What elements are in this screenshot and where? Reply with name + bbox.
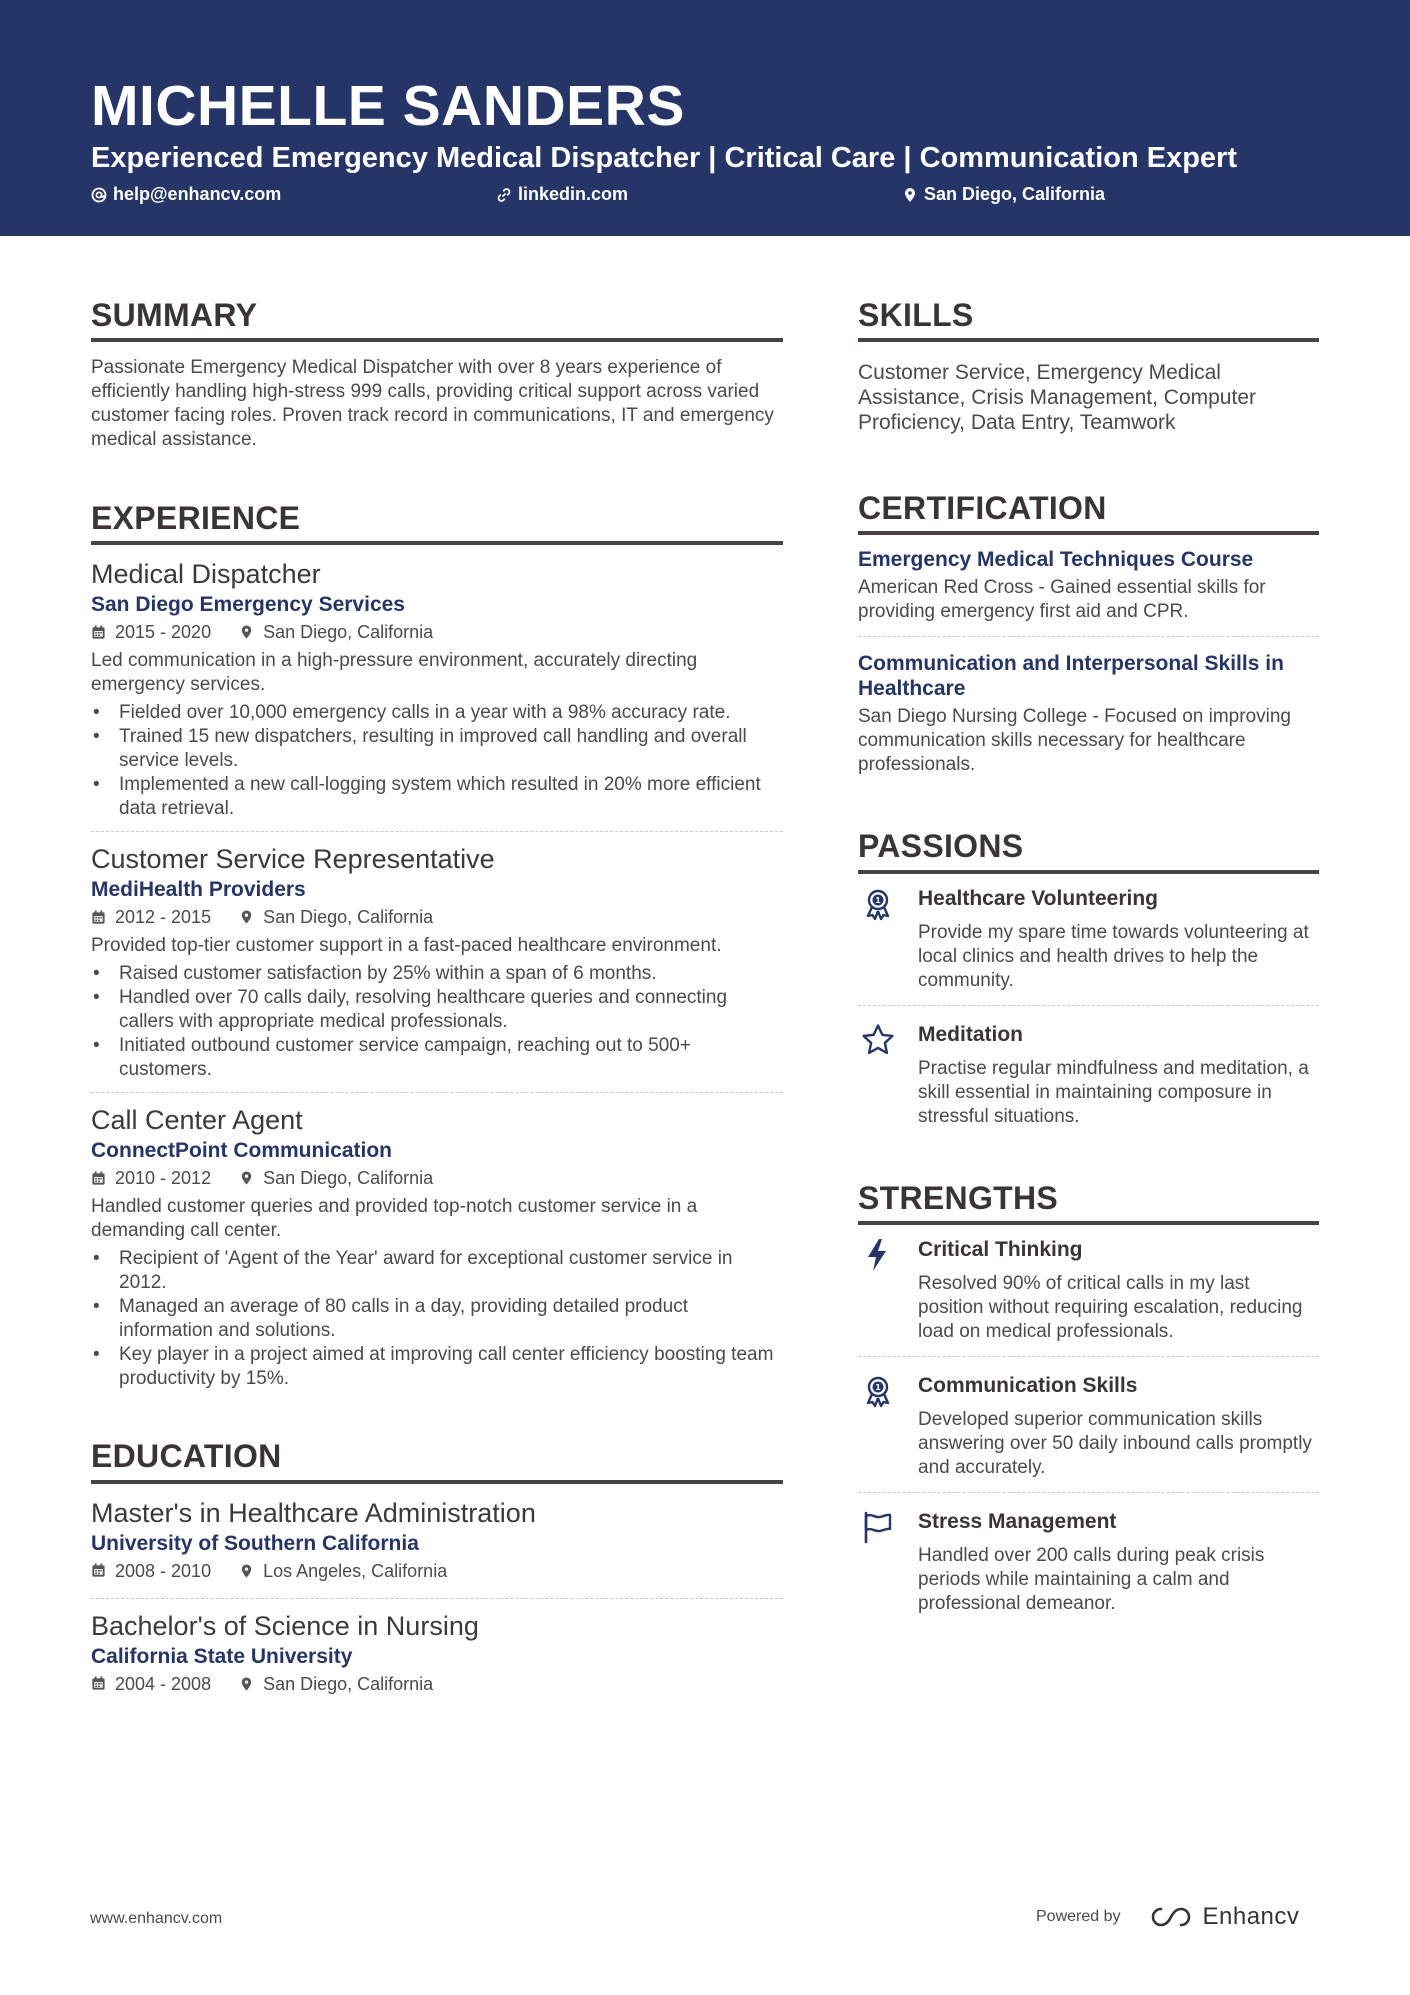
job-bullet: • Managed an average of 80 calls in a day, providing detailed product information and solutions. — [91, 1295, 783, 1343]
strength-description: Handled over 200 calls during peak crisis periods while maintaining a calm and professional demeanor. — [918, 1544, 1265, 1614]
contact-location — [902, 184, 1105, 205]
education-meta — [91, 1671, 783, 1697]
contact-email-text: help@enhancv.com — [113, 184, 282, 204]
strength-entry — [858, 1356, 1319, 1492]
education-entry — [91, 1496, 783, 1598]
contact-email[interactable] — [91, 184, 281, 205]
flag-icon — [860, 1509, 896, 1545]
strengths-section — [858, 1181, 1319, 1628]
job-bullets — [91, 962, 783, 1082]
job-dates: 2015 - 2020 — [115, 622, 212, 643]
contact-linkedin-text: linkedin.com — [518, 184, 629, 204]
certification-description: San Diego Nursing College - Focused on improving communication skills necessary for healthcare professionals. — [858, 706, 1292, 776]
certification-entry — [858, 636, 1319, 789]
svg-text:1: 1 — [875, 1382, 881, 1392]
link-icon — [496, 187, 512, 203]
skills-section — [858, 298, 1319, 435]
map-pin-icon — [239, 1170, 254, 1186]
certification-section — [858, 491, 1319, 789]
degree-title: Master's in Healthcare Administration — [91, 1497, 536, 1528]
job-bullet: • Key player in a project aimed at improving call center efficiency boosting team productivity by 15%. — [91, 1343, 783, 1391]
summary-section — [91, 298, 783, 452]
resume-header — [0, 0, 1410, 236]
education-location: San Diego, California — [263, 1673, 434, 1694]
job-bullet: • Fielded over 10,000 emergency calls in a year with a 98% accuracy rate. — [91, 701, 783, 725]
skills-text: Customer Service, Emergency Medical Assistance, Crisis Management, Computer Proficiency, Data Entry, Teamwork — [858, 361, 1256, 435]
strength-description: Developed superior communication skills answering over 50 daily inbound calls promptly and accurately. — [918, 1408, 1312, 1478]
job-title: Call Center Agent — [91, 1105, 303, 1136]
footer-branding[interactable] — [1036, 1903, 1299, 1931]
job-location: San Diego, California — [263, 622, 434, 643]
job-bullet: • Implemented a new call-logging system which resulted in 20% more efficient data retrieval. — [91, 773, 783, 821]
strength-title: Communication Skills — [918, 1373, 1138, 1397]
passion-entry — [858, 874, 1319, 1005]
calendar-icon — [91, 1676, 106, 1691]
experience-heading: EXPERIENCE — [91, 501, 783, 545]
school-name: University of Southern California — [91, 1531, 419, 1555]
contact-linkedin[interactable] — [496, 184, 628, 205]
map-pin-icon — [239, 909, 254, 925]
experience-entry — [91, 1092, 783, 1401]
education-heading: EDUCATION — [91, 1439, 783, 1483]
job-bullet: • Trained 15 new dispatchers, resulting in improved call handling and overall service levels. — [91, 725, 783, 773]
strengths-heading: STRENGTHS — [858, 1181, 1319, 1225]
passion-title: Healthcare Volunteering — [918, 886, 1159, 910]
left-column — [91, 298, 783, 1711]
at-sign-icon — [91, 187, 107, 203]
job-bullet: • Handled over 70 calls daily, resolving healthcare queries and connecting callers with appropriate medical professionals. — [91, 986, 783, 1034]
job-bullet: • Recipient of 'Agent of the Year' award for exceptional customer service in 2012. — [91, 1247, 783, 1295]
passion-description: Practise regular mindfulness and meditation, a skill essential in maintaining composure in stressful situations. — [918, 1057, 1309, 1127]
experience-entry — [91, 831, 783, 1092]
powered-by-label: Powered by — [1036, 1908, 1121, 1925]
candidate-title: Experienced Emergency Medical Dispatcher | Critical Care | Communication Expert — [91, 142, 1237, 174]
job-location: San Diego, California — [263, 907, 434, 928]
enhancv-logo-icon — [1147, 1904, 1195, 1930]
job-meta — [91, 619, 783, 645]
education-section — [91, 1439, 783, 1710]
map-pin-icon — [239, 1676, 254, 1692]
job-bullet: • Raised customer satisfaction by 25% within a span of 6 months. — [91, 962, 783, 986]
school-name: California State University — [91, 1644, 353, 1668]
summary-text: Passionate Emergency Medical Dispatcher with over 8 years experience of efficiently handling high-stress 999 calls, providing critical support across varied customer facing roles. Proven track record in communications, IT and emergency medical assistance. — [91, 357, 774, 451]
calendar-icon — [91, 910, 106, 925]
passion-description: Provide my spare time towards volunteering at local clinics and health drives to help the community. — [918, 921, 1309, 991]
company-name: MediHealth Providers — [91, 878, 306, 902]
passion-title: Meditation — [918, 1022, 1023, 1046]
certification-title: Communication and Interpersonal Skills in Healthcare — [858, 652, 1284, 701]
job-bullets — [91, 701, 783, 821]
job-dates: 2010 - 2012 — [115, 1168, 212, 1189]
certification-heading: CERTIFICATION — [858, 491, 1319, 535]
job-title: Customer Service Representative — [91, 844, 495, 875]
education-entry — [91, 1598, 783, 1711]
enhancv-logo — [1147, 1903, 1300, 1931]
map-pin-icon — [239, 624, 254, 640]
passions-heading: PASSIONS — [858, 829, 1319, 873]
map-pin-icon — [239, 1563, 254, 1579]
education-location: Los Angeles, California — [263, 1560, 448, 1581]
strength-entry — [858, 1225, 1319, 1356]
candidate-name: MICHELLE SANDERS — [91, 74, 685, 138]
footer-website[interactable]: www.enhancv.com — [90, 1910, 223, 1927]
calendar-icon — [91, 1563, 106, 1578]
education-meta — [91, 1558, 783, 1584]
svg-text:1: 1 — [875, 895, 881, 905]
job-bullet: • Initiated outbound customer service campaign, reaching out to 500+ customers. — [91, 1034, 783, 1082]
brand-name: Enhancv — [1202, 1903, 1300, 1930]
job-dates: 2012 - 2015 — [115, 907, 212, 928]
strength-title: Stress Management — [918, 1509, 1117, 1533]
job-description: Handled customer queries and provided top-notch customer service in a demanding call center. — [91, 1196, 698, 1242]
map-pin-icon — [902, 187, 918, 203]
right-column — [858, 298, 1319, 1628]
job-location: San Diego, California — [263, 1168, 434, 1189]
certification-title: Emergency Medical Techniques Course — [858, 548, 1254, 572]
calendar-icon — [91, 1171, 106, 1186]
education-dates: 2004 - 2008 — [115, 1673, 212, 1694]
company-name: ConnectPoint Communication — [91, 1139, 392, 1163]
job-bullets — [91, 1247, 783, 1391]
award-ribbon-icon — [860, 886, 896, 922]
job-meta — [91, 1165, 783, 1191]
calendar-icon — [91, 625, 106, 640]
passions-section — [858, 829, 1319, 1140]
lightning-bolt-icon — [860, 1237, 896, 1273]
strength-entry — [858, 1492, 1319, 1628]
experience-entry — [91, 557, 783, 831]
certification-entry — [858, 535, 1319, 636]
award-ribbon-icon — [860, 1373, 896, 1409]
job-description: Led communication in a high-pressure environment, accurately directing emergency services. — [91, 650, 698, 696]
contact-location-text: San Diego, California — [924, 184, 1106, 204]
education-dates: 2008 - 2010 — [115, 1560, 212, 1581]
summary-heading: SUMMARY — [91, 298, 783, 342]
company-name: San Diego Emergency Services — [91, 593, 405, 617]
strength-title: Critical Thinking — [918, 1237, 1083, 1261]
skills-heading: SKILLS — [858, 298, 1319, 342]
job-meta — [91, 904, 783, 930]
degree-title: Bachelor's of Science in Nursing — [91, 1610, 479, 1641]
job-description: Provided top-tier customer support in a fast-paced healthcare environment. — [91, 935, 722, 957]
strength-description: Resolved 90% of critical calls in my last position without requiring escalation, reducing load on medical professionals. — [918, 1272, 1303, 1342]
job-title: Medical Dispatcher — [91, 559, 321, 590]
certification-description: American Red Cross - Gained essential skills for providing emergency first aid and CPR. — [858, 577, 1266, 623]
star-icon — [860, 1022, 896, 1058]
passion-entry — [858, 1005, 1319, 1141]
experience-section — [91, 501, 783, 1401]
